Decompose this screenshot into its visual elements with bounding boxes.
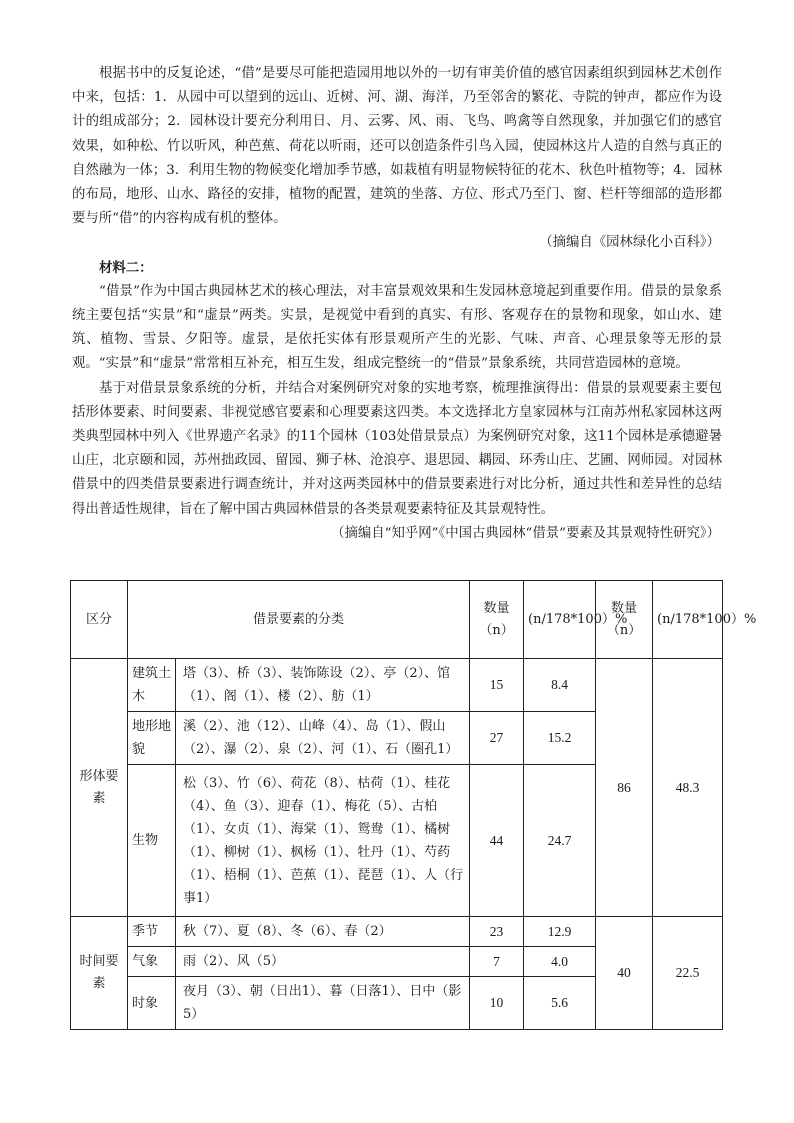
subcategory-label: 气象	[128, 947, 176, 977]
subcategory-label: 生物	[128, 765, 176, 917]
percent-cell: 24.7	[524, 765, 596, 917]
count-cell: 15	[470, 659, 524, 712]
source-citation-1: （摘编自《园林绿化小百科》）	[539, 235, 720, 251]
subcategory-label: 季节	[128, 917, 176, 947]
paragraph-research: 基于对借景景象系统的分析，并结合对案例研究对象的实地考察，梳理推演得出：借景的景观要素主要包括形体要素、时间要素、非视觉感官要素和心理要素这四类。本文选择北方皇家园林与江南苏州私家园林这两类典型园林中列入《世界遗产名录》的11个园林（103处借景景点）为案例研究对象，这11个园林是承德避暑山庄，北京颐和园，苏州拙政园、留园、狮子林、沧浪亭、退思园、耦园、环秀山庄、艺圃、网师园。对园林借景中的四类借景要素进行调查统计，并对这两类园林中的借景要素进行对比分析，通过共性和差异性的总结得出普适性规律，旨在了解中国古典园林借景的各类景观要素特征及其景观特性。	[72, 380, 722, 517]
percent-cell: 15.2	[524, 712, 596, 765]
source-citation-2: （摘编自“知乎网”《中国古典园林“借景”要素及其景观特性研究》）	[331, 525, 720, 541]
group-total-count: 40	[596, 917, 653, 1030]
percent-cell: 5.6	[524, 977, 596, 1030]
group-label: 形体要素	[71, 659, 128, 917]
element-list: 溪（2）、池（12）、山峰（4）、岛（1）、假山（2）、瀑（2）、泉（2）、河（1）、石（圈孔1）	[176, 712, 470, 765]
percent-cell: 12.9	[524, 917, 596, 947]
header-category: 区分	[71, 581, 128, 659]
table-row	[71, 659, 723, 712]
group-total-percent: 22.5	[653, 917, 723, 1030]
percent-cell: 4.0	[524, 947, 596, 977]
element-list: 塔（3）、桥（3）、装饰陈设（2）、亭（2）、馆（1）、阁（1）、楼（2）、舫（1）	[176, 659, 470, 712]
header-classification: 借景要素的分类	[128, 581, 470, 659]
count-cell: 44	[470, 765, 524, 917]
document-body	[72, 62, 722, 546]
group-total-percent: 48.3	[653, 659, 723, 917]
group-total-count: 86	[596, 659, 653, 917]
count-cell: 23	[470, 917, 524, 947]
count-cell: 10	[470, 977, 524, 1030]
count-cell: 7	[470, 947, 524, 977]
element-list: 夜月（3）、朝（日出1）、暮（日落1）、日中（影5）	[176, 977, 470, 1030]
subcategory-label: 建筑土木	[128, 659, 176, 712]
header-count: 数量（n）	[470, 581, 524, 659]
element-list: 秋（7）、夏（8）、冬（6）、春（2）	[176, 917, 470, 947]
percent-cell: 8.4	[524, 659, 596, 712]
paragraph-borrowed-scenery: “借景”作为中国古典园林艺术的核心理法，对丰富景观效果和生发园林意境起到重要作用。借景的景象系统主要包括“实景”和“虚景”两类。实景，是视觉中看到的真实、有形、客观存在的景物和现象，如山水、建筑、植物、雪景、夕阳等。虚景，是依托实体有形景观所产生的光影、气味、声音、心理景象等无形的景观。“实景”和“虚景”常常相互补充，相互生发，组成完整统一的“借景”景象系统，共同营造园林的意境。	[72, 283, 722, 372]
borrowed-scenery-table	[70, 580, 757, 1030]
subcategory-label: 地形地貌	[128, 712, 176, 765]
table-header-row	[71, 581, 723, 659]
element-list: 松（3）、竹（6）、荷花（8）、枯荷（1）、桂花（4）、鱼（3）、迎春（1）、梅花（5）、古柏（1）、女贞（1）、海棠（1）、鸳鸯（1）、橘树（1）、柳树（1）、枫杨（1）、牡丹（1）、芍药（1）、梧桐（1）、芭蕉（1）、琵琶（1）、人（行事1）	[176, 765, 470, 917]
section-heading-material-2: 材料二：	[99, 259, 153, 276]
header-percent: (n/178*100）%	[524, 581, 596, 659]
subcategory-label: 时象	[128, 977, 176, 1030]
header-total-count: 数量（n）	[596, 581, 653, 659]
group-label: 时间要素	[71, 917, 128, 1030]
header-total-percent: (n/178*100）%	[653, 581, 723, 659]
table-row	[71, 917, 723, 947]
paragraph-borrowing: 根据书中的反复论述，“借”是要尽可能把造园用地以外的一切有审美价值的感官因素组织到园林艺术创作中来，包括：1．从园中可以望到的远山、近树、河、湖、海洋，乃至邻舍的繁花、寺院的钟声，都应作为设计的组成部分；2．园林设计要充分利用日、月、云雾、风、雨、飞鸟、鸣禽等自然现象，并加强它们的感官效果，如种松、竹以听风，种芭蕉、荷花以听雨，还可以创造条件引鸟入园，使园林这片人造的自然与真正的自然融为一体；3．利用生物的物候变化增加季节感，如栽植有明显物候特征的花木、秋色叶植物等；4．园林的布局，地形、山水、路径的安排，植物的配置，建筑的坐落、方位、形式乃至门、窗、栏杆等细部的造形都要与所“借”的内容构成有机的整体。	[72, 66, 722, 227]
count-cell: 27	[470, 712, 524, 765]
element-list: 雨（2）、风（5）	[176, 947, 470, 977]
